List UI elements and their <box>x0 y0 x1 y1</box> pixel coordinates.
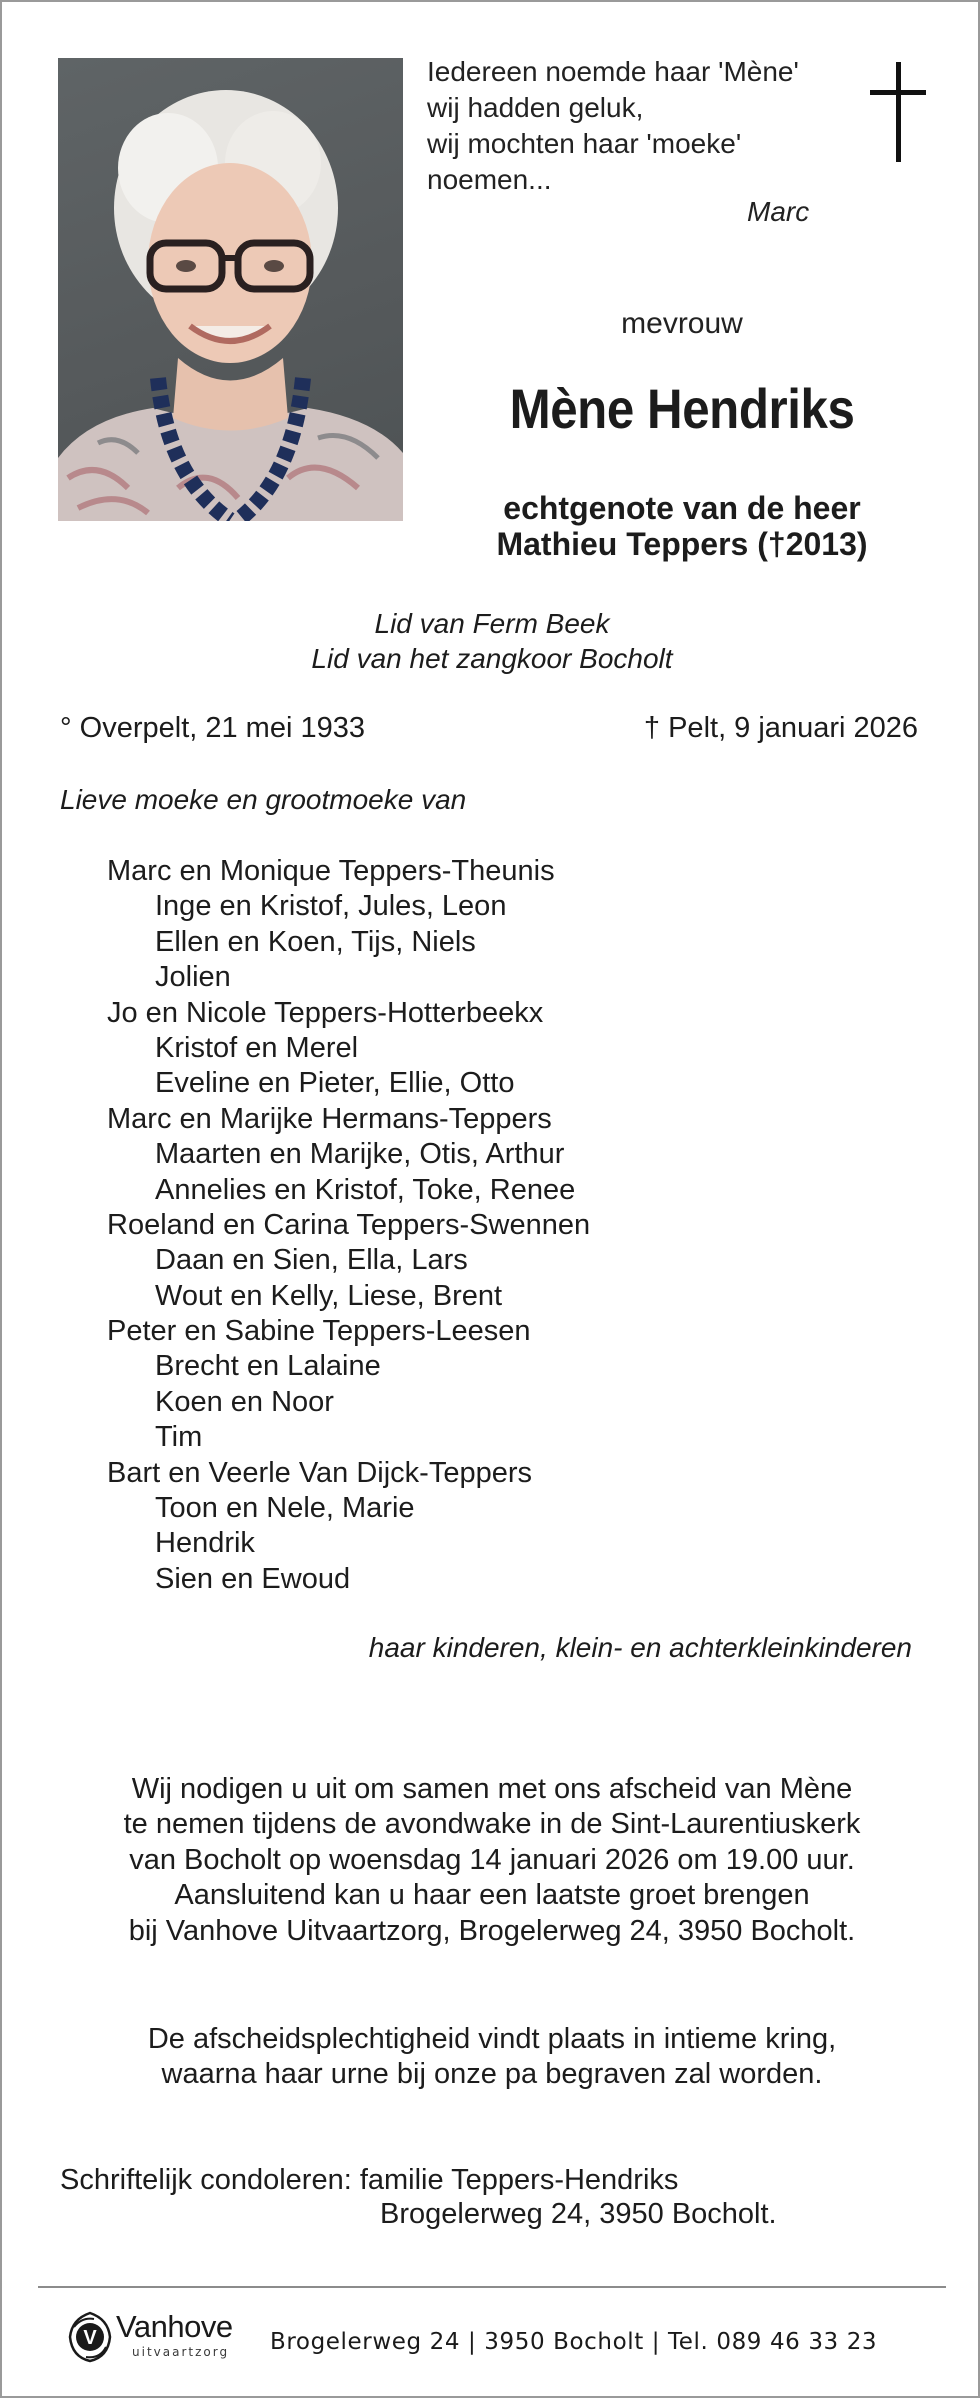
condolences-line: Schriftelijk condoleren: familie Teppers-Hendriks <box>60 2164 679 2196</box>
invitation-line: te nemen tijdens de avondwake in de Sint-Laurentiuskerk <box>123 1808 861 1841</box>
logo-name: Vanhove <box>116 2309 233 2344</box>
death-date: † Pelt, 9 januari 2026 <box>643 712 918 744</box>
family-member-grandchild: Annelies en Kristof, Toke, Renee <box>155 1173 576 1206</box>
family-member-child: Bart en Veerle Van Dijck-Teppers <box>107 1456 533 1489</box>
poem-author: Marc <box>747 196 810 227</box>
condolences-address: Brogelerweg 24, 3950 Bocholt. <box>380 2198 777 2230</box>
family-member-grandchild: Eveline en Pieter, Ellie, Otto <box>155 1067 515 1100</box>
family-member-grandchild: Maarten en Marijke, Otis, Arthur <box>155 1138 565 1171</box>
portrait-photo <box>58 58 403 521</box>
invitation-line: Wij nodigen u uit om samen met ons afscheid van Mène <box>131 1773 853 1805</box>
funeral-home-contact: Brogelerweg 24 | 3950 Bocholt | Tel. 089 46 33 23 <box>270 2329 878 2355</box>
family-member-grandchild: Koen en Noor <box>155 1385 334 1418</box>
poem-line: wij hadden geluk, <box>427 92 644 123</box>
family-intro: Lieve moeke en grootmoeke van <box>60 784 467 815</box>
spouse-line: echtgenote van de heer <box>503 490 861 526</box>
membership-line: Lid van het zangkoor Bocholt <box>311 643 673 674</box>
family-member-child: Marc en Monique Teppers-Theunis <box>107 855 555 887</box>
family-member-grandchild: Hendrik <box>155 1527 255 1560</box>
family-member-grandchild: Inge en Kristof, Jules, Leon <box>155 890 507 923</box>
family-member-grandchild: Kristof en Merel <box>155 1031 359 1064</box>
family-member-grandchild: Sien en Ewoud <box>155 1562 351 1595</box>
spouse-name: Mathieu Teppers (†2013) <box>496 526 868 562</box>
portrait-illustration <box>58 58 403 521</box>
birth-date: ° Overpelt, 21 mei 1933 <box>60 712 365 744</box>
family-member-child: Peter en Sabine Teppers-Leesen <box>107 1315 531 1348</box>
svg-text:V: V <box>83 2327 97 2349</box>
poem-line: noemen... <box>427 164 552 195</box>
poem-line: Iedereen noemde haar 'Mène' <box>427 56 799 87</box>
footer-divider <box>38 2286 946 2288</box>
latin-cross-icon <box>870 62 926 162</box>
logo-subtitle: uitvaartzorg <box>132 2345 230 2359</box>
honorific: mevrouw <box>621 307 743 340</box>
family-member-grandchild: Toon en Nele, Marie <box>155 1492 415 1525</box>
family-member-grandchild: Daan en Sien, Ella, Lars <box>155 1244 468 1277</box>
family-member-child: Roeland en Carina Teppers-Swennen <box>107 1208 591 1241</box>
ceremony-line: De afscheidsplechtigheid vindt plaats in intieme kring, <box>147 2023 837 2055</box>
family-member-child: Jo en Nicole Teppers-Hotterbeekx <box>107 996 544 1029</box>
family-member-grandchild: Brecht en Lalaine <box>155 1350 381 1383</box>
invitation-line: bij Vanhove Uitvaartzorg, Brogelerweg 24, 3950 Bocholt. <box>128 1914 856 1947</box>
deceased-name: Mène Hendriks <box>509 377 855 440</box>
vanhove-logo <box>64 2305 254 2371</box>
family-member-child: Marc en Marijke Hermans-Teppers <box>107 1102 552 1135</box>
family-signoff: haar kinderen, klein- en achterkleinkinderen <box>368 1632 912 1663</box>
invitation-paragraph <box>2 1772 980 1949</box>
family-list <box>2 854 980 1597</box>
family-member-grandchild: Ellen en Koen, Tijs, Niels <box>155 925 476 958</box>
vanhove-emblem-icon <box>64 2309 116 2365</box>
family-member-grandchild: Tim <box>155 1421 203 1454</box>
ceremony-paragraph <box>2 2022 980 2093</box>
family-member-grandchild: Jolien <box>155 961 231 994</box>
ceremony-line: waarna haar urne bij onze pa begraven zal worden. <box>161 2058 823 2091</box>
family-member-grandchild: Wout en Kelly, Liese, Brent <box>155 1279 503 1312</box>
invitation-line: van Bocholt op woensdag 14 januari 2026 om 19.00 uur. <box>129 1843 855 1876</box>
invitation-line: Aansluitend kan u haar een laatste groet brengen <box>174 1879 810 1912</box>
poem-line: wij mochten haar 'moeke' <box>427 128 742 159</box>
membership-line: Lid van Ferm Beek <box>374 608 610 639</box>
